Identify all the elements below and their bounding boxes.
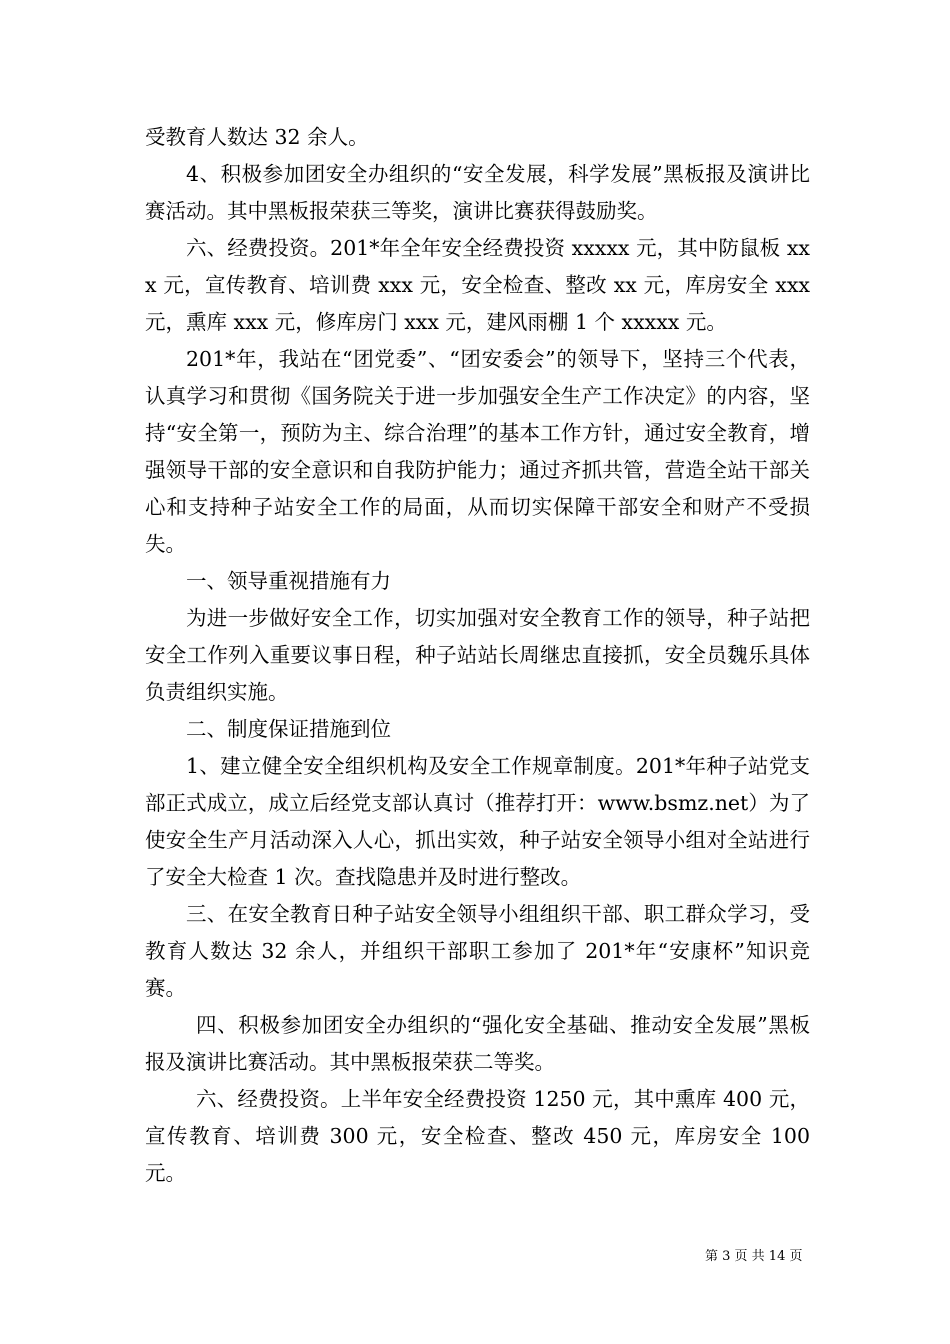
paragraph-blackboard-activity-2: 四、积极参加团安全办组织的“强化安全基础、推动安全发展”黑板报及演讲比赛活动。其中黑板报荣获二等奖。: [145, 1013, 810, 1074]
paragraph-leadership: 为进一步做好安全工作，切实加强对安全教育工作的领导，种子站把安全工作列入重要议事日程，种子站站长周继忠直接抓，安全员魏乐具体负责组织实施。: [145, 606, 810, 704]
paragraph-system-1: 1、建立健全安全组织机构及安全工作规章制度。201*年种子站党支部正式成立，成立后经党支部认真讨（推荐打开：www.bsmz.net）为了使安全生产月活动深入人心，抓出实效，种子站安全领导小组对全站进行了安全大检查 1 次。查找隐患并及时进行整改。: [145, 754, 810, 889]
document-body: [145, 119, 810, 1192]
section-heading-system: 二、制度保证措施到位: [186, 717, 391, 741]
paragraph-summary-intro: 201*年，我站在“团党委”、“团安委会”的领导下，坚持三个代表，认真学习和贯彻《国务院关于进一步加强安全生产工作决定》的内容，坚持“安全第一，预防为主、综合治理”的基本工作方针，通过安全教育，增强领导干部的安全意识和自我防护能力；通过齐抓共管，营造全站干部关心和支持种子站安全工作的局面，从而切实保障干部安全和财产不受损失。: [145, 347, 810, 556]
page-number-footer: 第 3 页 共 14 页: [705, 1249, 803, 1264]
section-heading-leadership: 一、领导重视措施有力: [186, 569, 391, 593]
paragraph-continuation: 受教育人数达 32 余人。: [145, 125, 369, 149]
paragraph-education-day: 三、在安全教育日种子站安全领导小组组织干部、职工群众学习，受教育人数达 32 余人，并组织干部职工参加了 201*年“安康杯”知识竞赛。: [145, 902, 810, 1000]
paragraph-blackboard-activity-1: 4、积极参加团安全办组织的“安全发展，科学发展”黑板报及演讲比赛活动。其中黑板报荣获三等奖，演讲比赛获得鼓励奖。: [145, 162, 810, 223]
paragraph-funding-annual: 六、经费投资。201*年全年安全经费投资 xxxxx 元，其中防鼠板 xxx 元，宣传教育、培训费 xxx 元，安全检查、整改 xx 元，库房安全 xxx 元，熏库 xxx 元，修库房门 xxx 元，建风雨棚 1 个 xxxxx 元。: [145, 236, 810, 334]
paragraph-funding-halfyear: 六、经费投资。上半年安全经费投资 1250 元，其中熏库 400 元，宣传教育、培训费 300 元，安全检查、整改 450 元，库房安全 100 元。: [145, 1087, 810, 1185]
